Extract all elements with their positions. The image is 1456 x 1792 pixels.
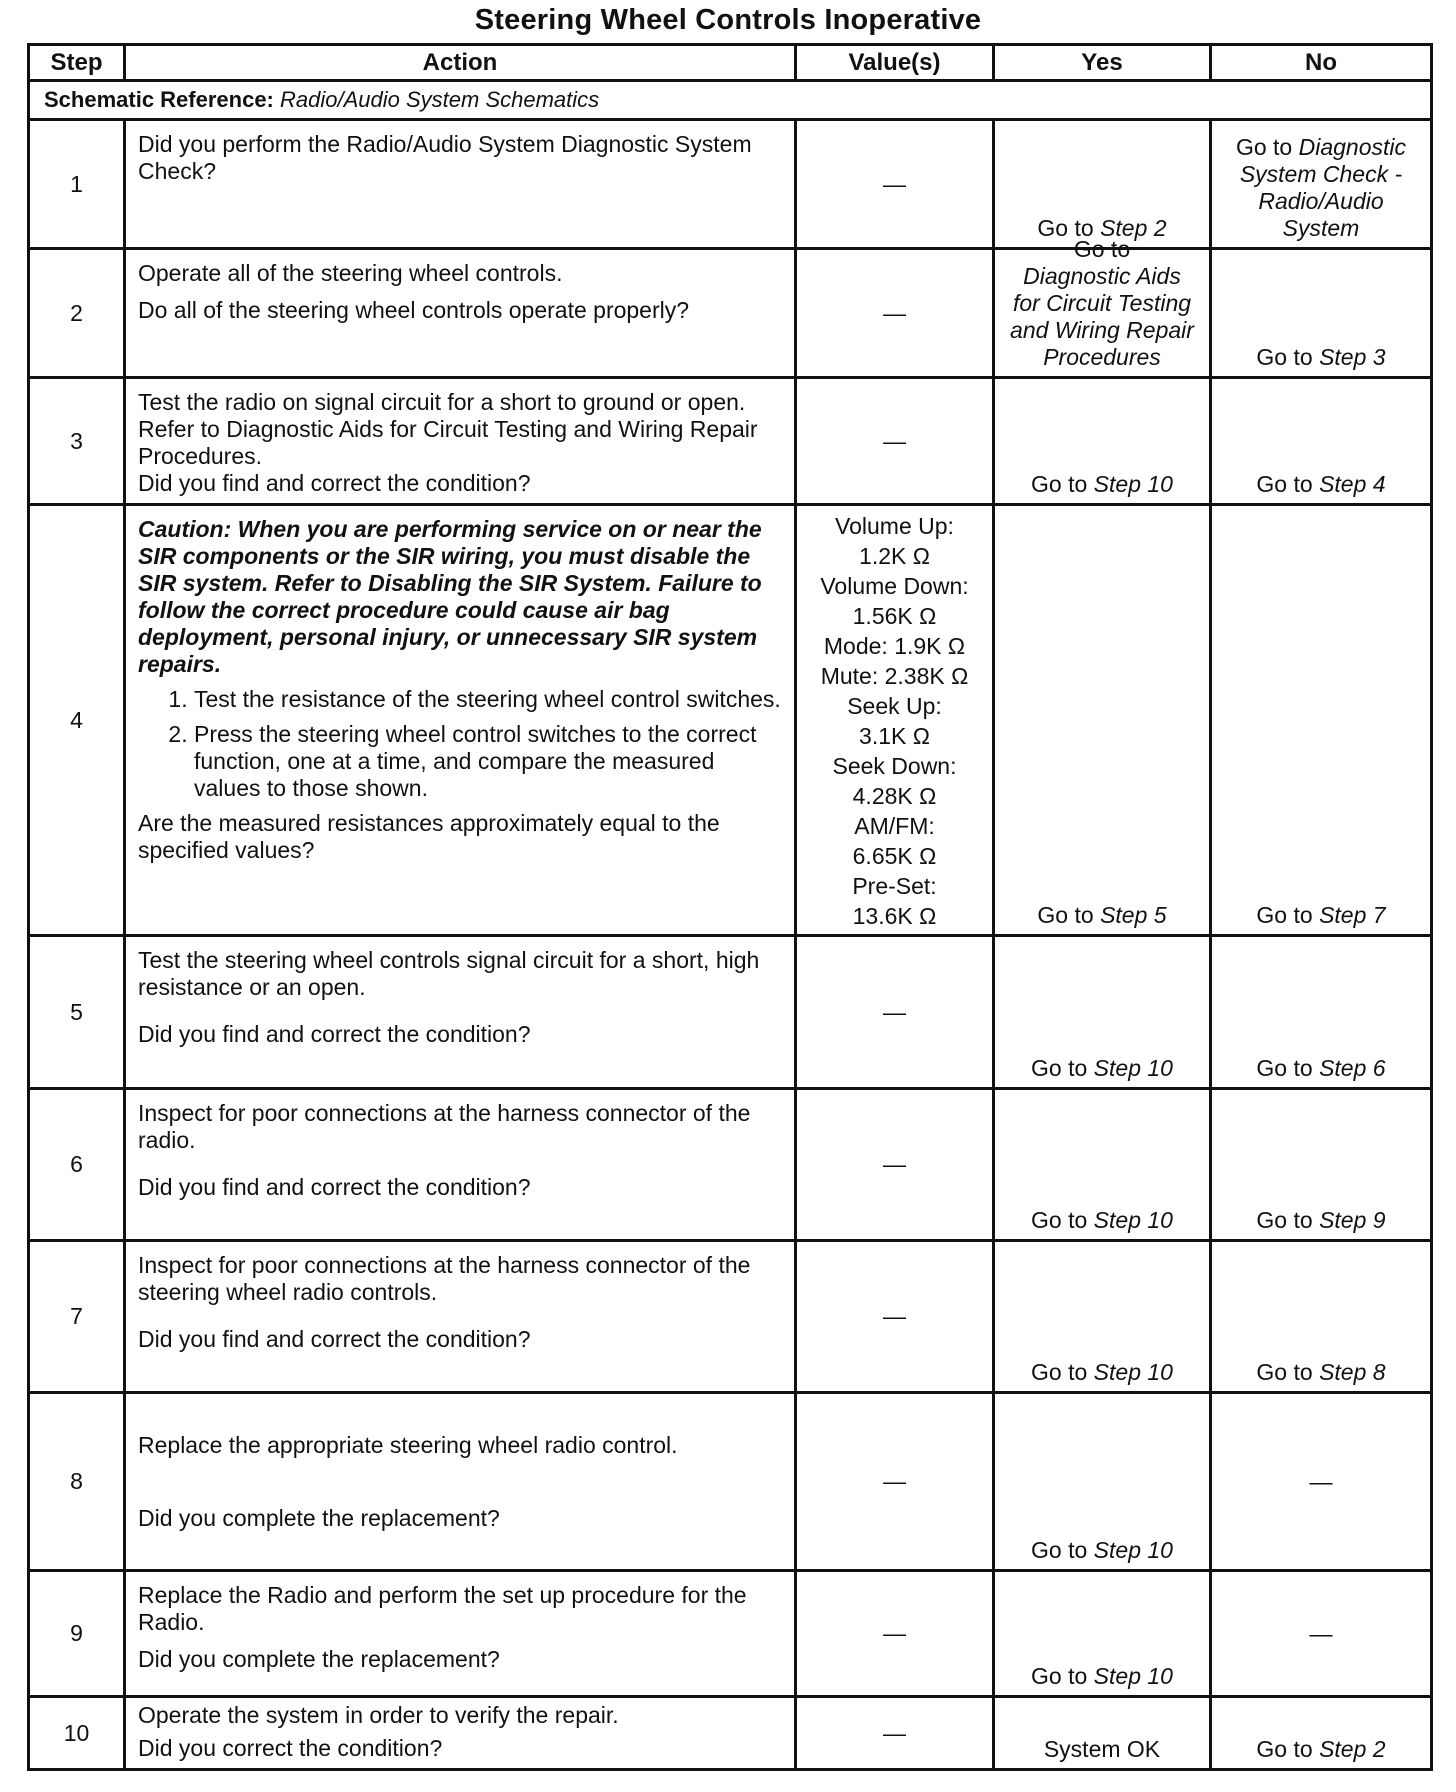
no-cell (1211, 1697, 1432, 1770)
yes-goto[interactable]: Go to Step 10 (1031, 1359, 1173, 1385)
action-text: Replace the appropriate steering wheel radio control. (138, 1432, 678, 1458)
value-cell: — (796, 378, 994, 505)
schematic-reference-row (29, 81, 1432, 120)
action-cell (125, 1697, 796, 1770)
no-goto[interactable]: Go to Step 8 (1256, 1359, 1386, 1385)
value-item: Volume Down: 1.56K Ω (820, 573, 969, 629)
action-question: Did you correct the condition? (138, 1735, 443, 1761)
table-row (29, 1089, 1432, 1241)
no-cell (1211, 378, 1432, 505)
table-row (29, 936, 1432, 1089)
value-cell: — (796, 1393, 994, 1571)
value-cell: — (796, 1697, 994, 1770)
yes-cell (994, 936, 1211, 1089)
step-number: 9 (29, 1571, 125, 1697)
yes-cell (994, 1089, 1211, 1241)
yes-goto[interactable]: Go to Step 10 (1031, 1537, 1173, 1563)
action-text: Test the radio on signal circuit for a short to ground or open. Refer to Diagnostic Aids for Circuit Testing and Wiring Repair Procedures. (138, 389, 758, 469)
no-goto[interactable]: Go to Step 4 (1256, 471, 1386, 497)
no-value: — (1309, 1620, 1333, 1646)
yes-cell (994, 1241, 1211, 1393)
yes-goto[interactable]: Go to Step 10 (1031, 1207, 1173, 1233)
header-action: Action (125, 45, 796, 81)
list-item: 1. Test the resistance of the steering wheel control switches. (194, 686, 784, 713)
page-title: Steering Wheel Controls Inoperative (474, 4, 982, 36)
step-number: 10 (29, 1697, 125, 1770)
action-cell (125, 505, 796, 936)
value-cell: — (796, 1241, 994, 1393)
yes-goto[interactable]: Go to Step 2 (1037, 215, 1167, 241)
action-text: Inspect for poor connections at the harness connector of the radio. (138, 1100, 751, 1153)
action-text: Did you perform the Radio/Audio System Diagnostic System Check? (138, 131, 752, 184)
yes-cell (994, 1697, 1211, 1770)
action-question: Did you find and correct the condition? (138, 1326, 531, 1352)
action-cell (125, 378, 796, 505)
reference-label: Schematic Reference: (44, 87, 274, 112)
no-goto[interactable]: Go to Diagnostic System Check - Radio/Audio System (1235, 134, 1407, 241)
action-text: Test the steering wheel controls signal circuit for a short, high resistance or an open. (138, 947, 760, 1000)
yes-cell (994, 236, 1211, 378)
schematic-reference (29, 81, 1432, 120)
yes-cell (994, 1571, 1211, 1697)
yes-cell (994, 505, 1211, 936)
table-row (29, 1393, 1432, 1571)
value-cell: — (796, 120, 994, 249)
no-cell (1211, 120, 1432, 249)
yes-goto[interactable]: Go to Step 5 (1037, 902, 1167, 928)
step-number: 8 (29, 1393, 125, 1571)
action-question: Did you find and correct the condition? (138, 1021, 531, 1047)
table-row (29, 249, 1432, 378)
table-row (29, 505, 1432, 936)
action-question: Are the measured resistances approximately equal to the specified values? (138, 810, 720, 863)
header-no: No (1211, 45, 1432, 81)
header-step: Step (29, 45, 125, 81)
yes-goto[interactable]: Go to Diagnostic Aids for Circuit Testing and Wiring Repair Procedures (1010, 236, 1194, 370)
no-goto[interactable]: Go to Step 6 (1256, 1055, 1386, 1081)
no-cell (1211, 1571, 1432, 1697)
step-number: 2 (29, 249, 125, 378)
no-goto[interactable]: Go to Step 3 (1256, 344, 1386, 370)
table-row (29, 120, 1432, 249)
no-cell (1211, 1089, 1432, 1241)
yes-goto[interactable]: Go to Step 10 (1031, 1663, 1173, 1689)
value-item: Mode: 1.9K Ω (823, 633, 966, 659)
step-number: 6 (29, 1089, 125, 1241)
header-row (29, 45, 1432, 81)
table-row (29, 1241, 1432, 1393)
action-question: Did you complete the replacement? (138, 1505, 500, 1531)
value-cell: — (796, 1089, 994, 1241)
yes-goto[interactable]: Go to Step 10 (1031, 1055, 1173, 1081)
action-question: Did you find and correct the condition? (138, 470, 531, 496)
yes-cell (994, 378, 1211, 505)
value-cell: — (796, 936, 994, 1089)
value-cell: — (796, 1571, 994, 1697)
no-value: — (1309, 1468, 1333, 1494)
reference-link[interactable]: Radio/Audio System Schematics (280, 87, 600, 112)
procedure-list (138, 686, 784, 802)
no-cell (1211, 1393, 1432, 1571)
table-row (29, 1697, 1432, 1770)
table-row (29, 378, 1432, 505)
value-cell: — (796, 249, 994, 378)
no-goto[interactable]: Go to Step 9 (1256, 1207, 1386, 1233)
action-cell (125, 1571, 796, 1697)
action-cell (125, 249, 796, 378)
yes-result: System OK (1043, 1736, 1161, 1762)
header-yes: Yes (994, 45, 1211, 81)
no-cell (1211, 1241, 1432, 1393)
action-cell (125, 1089, 796, 1241)
yes-cell (994, 1393, 1211, 1571)
value-cell (796, 505, 994, 936)
action-cell (125, 936, 796, 1089)
no-cell (1211, 249, 1432, 378)
value-item: Seek Up: 3.1K Ω (847, 693, 942, 749)
diagnostic-table (27, 43, 1433, 1771)
action-cell (125, 1393, 796, 1571)
header-values: Value(s) (796, 45, 994, 81)
yes-cell (994, 120, 1211, 249)
action-text: Operate the system in order to verify the repair. (138, 1702, 619, 1728)
value-item: AM/FM: 6.65K Ω (852, 813, 937, 869)
action-text: Inspect for poor connections at the harness connector of the steering wheel radio controls. (138, 1252, 751, 1305)
resistance-values (797, 506, 992, 928)
action-question: Did you find and correct the condition? (138, 1174, 531, 1200)
action-text: Replace the Radio and perform the set up procedure for the Radio. (138, 1582, 747, 1635)
action-cell (125, 120, 796, 249)
table-row (29, 1571, 1432, 1697)
value-item: Seek Down: 4.28K Ω (832, 753, 957, 809)
action-question: Did you complete the replacement? (138, 1646, 500, 1672)
no-cell (1211, 936, 1432, 1089)
action-cell (125, 1241, 796, 1393)
step-number: 7 (29, 1241, 125, 1393)
value-item: Mute: 2.38K Ω (820, 663, 969, 689)
no-goto[interactable]: Go to Step 7 (1256, 902, 1386, 928)
step-number: 5 (29, 936, 125, 1089)
value-item: Pre-Set: 13.6K Ω (852, 873, 937, 929)
caution-text: Caution: When you are performing service on or near the SIR components or the SIR wiring, you must disable the SIR system. Refer to Disabling the SIR System. Failure to follow the correct procedure could cause air bag deployment, personal injury, or unnecessary SIR system repairs. (138, 516, 762, 677)
step-number: 4 (29, 505, 125, 936)
no-goto[interactable]: Go to Step 2 (1256, 1736, 1386, 1762)
action-question: Do all of the steering wheel controls operate properly? (138, 297, 690, 323)
no-cell (1211, 505, 1432, 936)
yes-goto[interactable]: Go to Step 10 (1031, 471, 1173, 497)
step-number: 3 (29, 378, 125, 505)
list-item: 2. Press the steering wheel control switches to the correct function, one at a time, and compare the measured values to those shown. (194, 721, 784, 802)
action-text: Operate all of the steering wheel controls. (138, 260, 563, 286)
step-number: 1 (29, 120, 125, 249)
value-item: Volume Up: 1.2K Ω (835, 513, 954, 569)
